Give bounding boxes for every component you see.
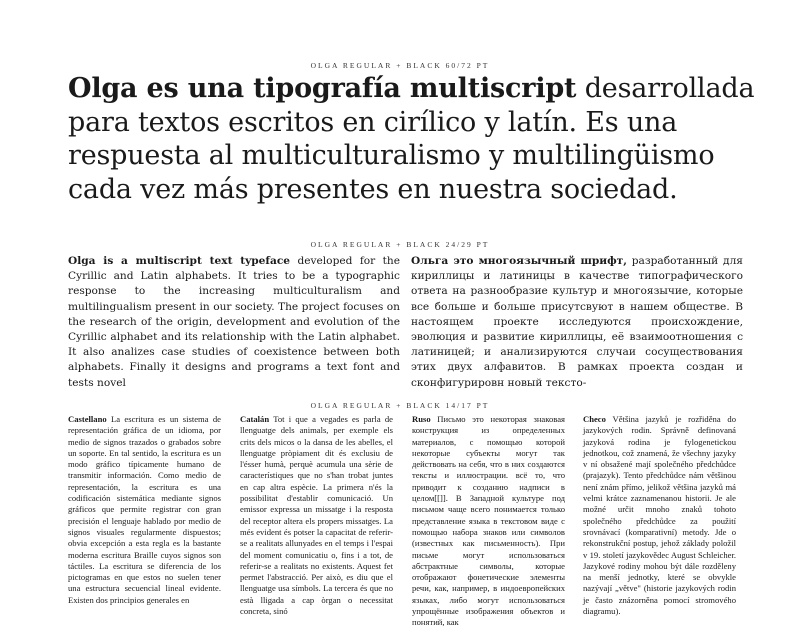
english-bold-lead: Olga is a multiscript text typeface [68, 255, 291, 267]
russian-paragraph [411, 254, 743, 391]
small-size-label: OLGA REGULAR + BLACK 14/17 PT [310, 401, 490, 410]
catalan-heading: Catalán [240, 414, 270, 424]
catalan-column [240, 414, 393, 617]
castellano-column [68, 414, 221, 606]
checo-heading: Checo [583, 414, 606, 424]
castellano-text: La escritura es un sistema de representación gráfica de un idioma, por medio de signos trazados o grabados sobre un soporte. En tal sentido, la escritura es un modo gráfico típicamente humano de transmitir información. Como medio de representación, la escritura es una codificación sistemática mediante signos gráficos que permite registrar con gran precisión el lenguaje hablado por medio de signos visuales regularmente dispuestos; obvia excepción a esta regla es la bastante moderna escritura Braille cuyos signos son táctiles. La escritura se diferencia de los pictogramas en que estos no suelen tener una estructura secuencial lineal evidente. Existen dos principios generales en [68, 414, 221, 605]
hero-body-text: desarrollada para textos escritos en cirílico y latín. Es una respuesta al multiculturalismo y multilingüismo cada vez más presentes en nuestra sociedad. [68, 73, 755, 205]
ruso-text: Письмо это некоторая знаковая конструкция из определенных материалов, с помощью которой некоторые субъекты могут так действовать на себя, что в них создаются тексты и иллюстрации. всё то, что приводит к созданию надписи в целом[[]]. В Западной культуре под письмом чаще всего понимается только представление языка в текстовом виде с помощью набора знаков или символов (известных как письменность). При письме могут использоваться абстрактные символы, которые отображают фонетические элементы речи, как, например, в индоевропейских языках, либо могут использоваться упрощённые изображения объектов и понятий, как [412, 414, 565, 628]
hero-paragraph [68, 72, 758, 206]
english-body-text: developed for the Cyrillic and Latin alphabets. It tries to be a typographic response to the increasing multiculturalism and multilingualism present in our society. The project focuses on the research of the origin, development and evolution of the Cyrillic alphabet and its relationship with the Latin alphabet. It also analizes case studies of coexistence between both alphabets. Finally it designs and programs a text font and tests novel [68, 255, 400, 389]
ruso-heading: Ruso [412, 414, 431, 424]
ruso-column [412, 414, 565, 629]
mid-size-label: OLGA REGULAR + BLACK 24/29 PT [310, 240, 490, 249]
russian-body-text: разработанный для кириллицы и латиницы в качестве типографического ответа на разнообразие культур и многоязычие, которые все больше и больше присутсвуют в нашем обществе. В настоящем проекте исследуются происхождение, эволюция и развитие кириллицы, её взаимоотношения с латиницей; и анализируются случаи сосуществования этих двух алфавитов. В рамках проекта создан и сконфигурировн новый тексто- [411, 255, 743, 389]
checo-text: Většina jazyků je rozřiděna do jazykových rodin. Správně definovaná jazyková rodina je fylogenetickou jednotkou, což znamená, že všechny jazyky v ní obsažené mají společného předchůdce (prajazyk). Tento předchůdce nám většinou není znám přímo, jelikož většina jazyků má velmi krátce zaznamenanou historii. Je ale možné určit mnoho znaků tohoto společného předchůdce za použití srovnávací (komparativní) metody. Jde o rekonstrukční postup, jehož základy položil v 19. století jazykovědec August Schleicher. Jazykové rodiny mohou být dále rozděleny na menší jednotky, které se obvykle nazývají „větve" (historie jazykových rodin je často znázorněna pomocí stromového diagramu). [583, 414, 736, 617]
catalan-text: Tot i que a vegades es parla de llenguatge dels animals, per exemple els crits dels micos o la dansa de les abelles, el llenguatge pròpiament dit és exclusiu de l'ésser humà, perquè acumula una sèrie de característiques que no s'han trobat juntes en cap altra espècie. La primera n'és la possibilitat d'establir comunicació. Un emissor expressa un missatge i la resposta del receptor altera els propers missatges. La més evident és potser la capacitat de referir-se a realitats allunyades en el temps i l'espai del moment comunicatiu o, fins i a tot, de referir-se a realitats no existents. Aquest fet permet l'abstracció. Per això, es diu que el llenguatge usa símbols. La tercera és que no està lligada a cap òrgan o necessitat concreta, sinó [240, 414, 393, 617]
hero-bold-lead: Olga es una tipografía multiscript [68, 73, 577, 104]
hero-size-label: OLGA REGULAR + BLACK 60/72 PT [310, 61, 490, 70]
castellano-heading: Castellano [68, 414, 107, 424]
russian-bold-lead: Ольга это многоязычный шрифт, [411, 255, 627, 267]
english-paragraph [68, 254, 400, 391]
checo-column [583, 414, 736, 617]
